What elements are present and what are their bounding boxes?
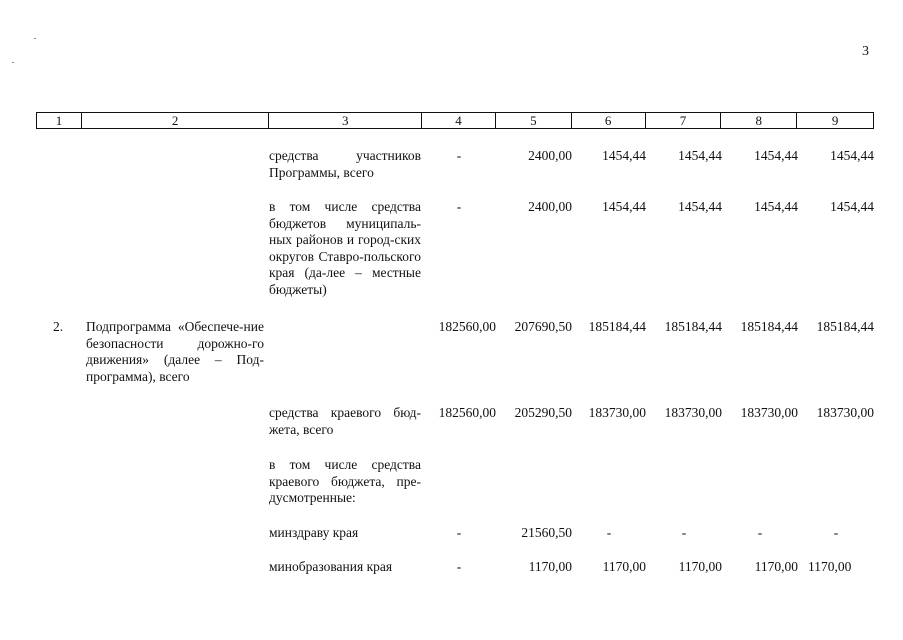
value-col9: 185184,44 [816, 319, 874, 334]
header-cell: 7 [646, 113, 722, 128]
value-col4: 182560,00 [438, 319, 496, 334]
value-col7: 1454,44 [678, 148, 722, 163]
page-number: 3 [862, 44, 869, 59]
funding-source: минздраву края [269, 525, 359, 540]
header-cell: 8 [721, 113, 797, 128]
table-header [36, 112, 874, 129]
value-col9: - [833, 525, 839, 540]
value-col6: - [606, 525, 612, 540]
value-col6: 1170,00 [602, 559, 646, 574]
value-col8: 185184,44 [740, 319, 798, 334]
header-cell: 6 [572, 113, 646, 128]
funding-source: в том числе средства бюджетов муниципаль-ных районов и город-ских округов Ставро-польского края (да-лее – местные бюджеты) [269, 199, 421, 297]
scan-speck [12, 62, 14, 63]
scan-speck [34, 38, 36, 39]
value-col9: 183730,00 [816, 405, 874, 420]
value-col5: 1170,00 [528, 559, 572, 574]
header-cell: 9 [831, 113, 839, 128]
value-col8: 1454,44 [754, 199, 798, 214]
value-col4: - [456, 199, 462, 214]
funding-source: средства краевого бюд-жета, всего [269, 405, 421, 437]
header-cell: 5 [496, 113, 572, 128]
value-col6: 1454,44 [602, 199, 646, 214]
header-cell: 1 [37, 113, 82, 128]
value-col4: - [456, 559, 462, 574]
header-cell: 3 [269, 113, 422, 128]
value-col4: - [456, 525, 462, 540]
value-col7: 183730,00 [664, 405, 722, 420]
value-col5: 2400,00 [528, 199, 572, 214]
value-col5: 207690,50 [514, 319, 572, 334]
value-col4: - [456, 148, 462, 163]
funding-source: средства участников Программы, всего [269, 148, 421, 180]
row-number: 2. [52, 319, 64, 334]
header-cell: 2 [82, 113, 270, 128]
value-col6: 183730,00 [588, 405, 646, 420]
value-col9: 1454,44 [830, 148, 874, 163]
value-col6: 1454,44 [602, 148, 646, 163]
value-col5: 21560,50 [521, 525, 572, 540]
value-col7: - [681, 525, 687, 540]
value-col8: - [757, 525, 763, 540]
value-col8: 1454,44 [754, 148, 798, 163]
funding-source: минобразования края [269, 559, 393, 574]
value-col5: 2400,00 [528, 148, 572, 163]
value-col9: 1454,44 [830, 199, 874, 214]
value-col6: 185184,44 [588, 319, 646, 334]
value-col9: 1170,00 [808, 559, 852, 574]
value-col7: 1170,00 [678, 559, 722, 574]
value-col8: 183730,00 [740, 405, 798, 420]
value-col8: 1170,00 [754, 559, 798, 574]
value-col7: 1454,44 [678, 199, 722, 214]
value-col7: 185184,44 [664, 319, 722, 334]
header-cell: 4 [422, 113, 496, 128]
funding-source: в том числе средства краевого бюджета, пре-дусмотренные: [269, 457, 421, 505]
value-col4: 182560,00 [438, 405, 496, 420]
value-col5: 205290,50 [514, 405, 572, 420]
subprogram-name: Подпрограмма «Обеспече-ние безопасности дорожно-го движения» (далее – Под-программа), всего [86, 319, 264, 384]
